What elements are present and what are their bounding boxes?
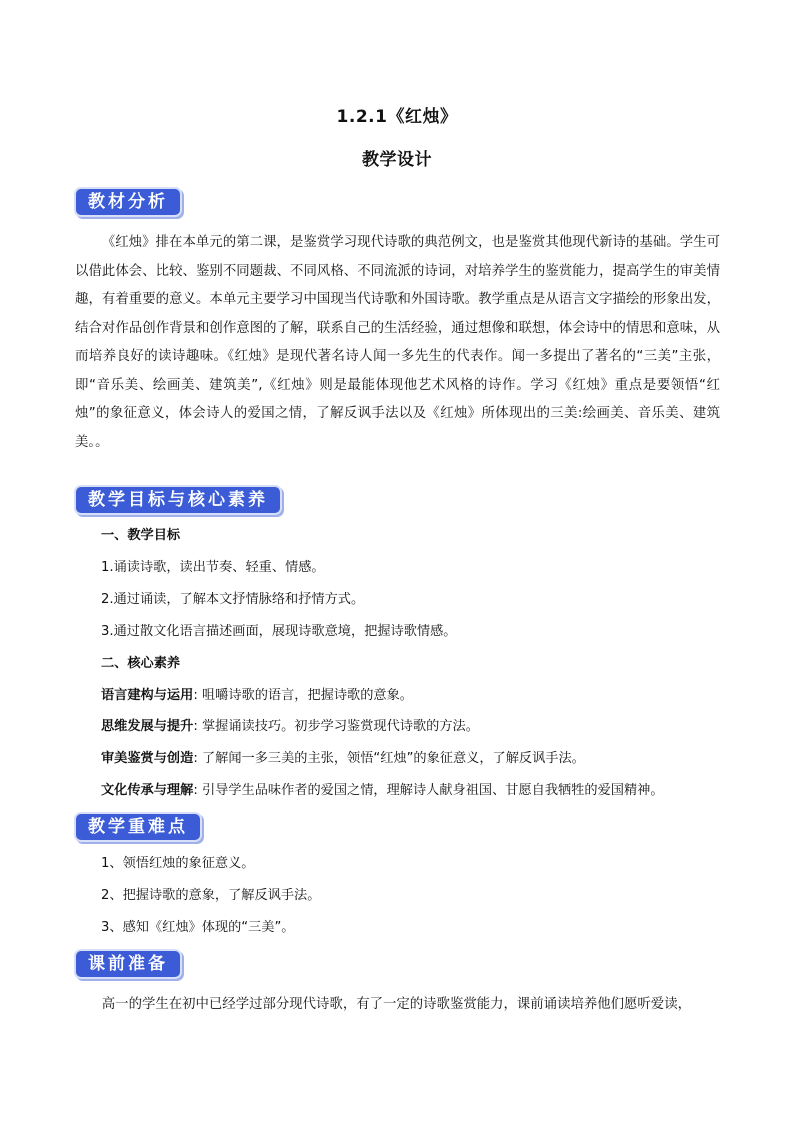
keypoint-item-2: 2、把握诗歌的意象，了解反讽手法。 [101, 888, 321, 903]
analysis-paragraph: 《红烛》排在本单元的第二课，是鉴赏学习现代诗歌的典范例文，也是鉴赏其他现代新诗的基础。学生可以借此体会、比较、鉴别不同题裁、不同风格、不同流派的诗词，对培养学生的鉴赏能力，提高学生的审美情趣，有着重要的意义。本单元主要学习中国现当代诗歌和外国诗歌。教学重点是从语言文字描绘的形象出发，结合对作品创作背景和创作意图的了解，联系自己的生活经验，通过想像和联想，体会诗中的情思和意味，从而培养良好的读诗趣味。《红烛》是现代著名诗人闻一多先生的代表作。闻一多提出了著名的“三美”主张，即“音乐美、绘画美、建筑美”,《红烛》则是最能体现他艺术风格的诗作。学习《红烛》重点是要领悟“红烛”的象征意义，体会诗人的爱国之情，了解反讽手法以及《红烛》所体现出的三美:绘画美、音乐美、建筑美。。 [75, 235, 720, 450]
literacy-label: 文化传承与理解 [101, 783, 194, 798]
goals-subheading-objectives: 一、教学目标 [101, 528, 181, 543]
keypoint-item-3: 3、感知《红烛》体现的“三美”。 [101, 920, 295, 935]
literacy-item-thinking [101, 717, 479, 737]
section-heading-analysis: 教材分析 [74, 187, 182, 217]
section-heading-keypoints: 教学重难点 [74, 812, 202, 842]
literacy-item-culture [101, 781, 664, 801]
section-heading-goals: 教学目标与核心素养 [74, 485, 282, 515]
document-subtitle: 教学设计 [362, 150, 432, 170]
literacy-label: 语言建构与运用 [101, 688, 194, 703]
objective-item-1: 1.诵读诗歌，读出节奏、轻重、情感。 [101, 560, 325, 575]
objective-item-3: 3.通过散文化语言描述画面，展现诗歌意境，把握诗歌情感。 [101, 624, 457, 639]
literacy-item-language [101, 686, 413, 706]
literacy-text: : 了解闻一多三美的主张，领悟“红烛”的象征意义，了解反讽手法。 [193, 751, 585, 766]
objective-item-2: 2.通过诵读，了解本文抒情脉络和抒情方式。 [101, 592, 365, 607]
literacy-label: 思维发展与提升 [101, 719, 194, 734]
prep-paragraph: 高一的学生在初中已经学过部分现代诗歌，有了一定的诗歌鉴赏能力，课前诵读培养他们愿听爱读， [101, 997, 691, 1012]
literacy-text: : 掌握诵读技巧。初步学习鉴赏现代诗歌的方法。 [193, 719, 479, 734]
keypoint-item-1: 1、领悟红烛的象征意义。 [101, 856, 255, 871]
literacy-text: : 咀嚼诗歌的语言，把握诗歌的意象。 [193, 688, 413, 703]
literacy-text: : 引导学生品味作者的爱国之情，理解诗人献身祖国、甘愿自我牺牲的爱国精神。 [193, 783, 664, 798]
goals-subheading-literacy: 二、核心素养 [101, 656, 181, 671]
section-heading-prep: 课前准备 [74, 949, 182, 979]
literacy-item-aesthetics [101, 749, 585, 769]
document-title: 1.2.1《红烛》 [336, 107, 458, 127]
literacy-label: 审美鉴赏与创造 [101, 751, 194, 766]
